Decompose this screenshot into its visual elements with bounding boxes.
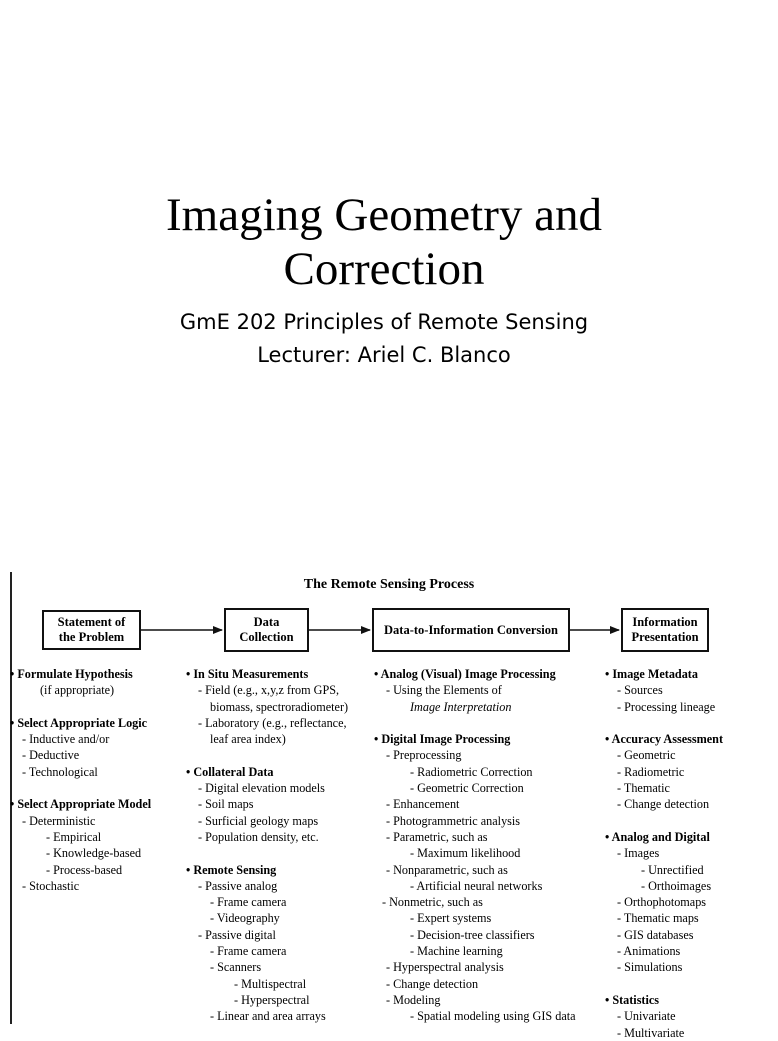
list-item: - Multivariate [617,1025,685,1040]
list-item: - Sources [617,683,663,698]
list-item: - Expert systems [410,911,492,926]
list-item: - Soil maps [198,797,254,812]
box-label: Collection [239,630,294,644]
data-to-information-box [372,608,570,652]
list-item: • Image Metadata [605,667,698,681]
slide-title [0,188,768,296]
box-label: the Problem [58,630,125,644]
box-label: Information [632,615,698,629]
list-item: - Processing lineage [617,699,716,714]
list-item: • Analog (Visual) Image Processing [374,667,556,681]
list-item: - Geometric Correction [410,781,524,796]
list-item: - Maximum likelihood [410,846,521,861]
list-item: - Simulations [617,960,683,975]
presentation-column [605,666,723,1041]
list-item: biomass, spectroradiometer) [210,699,349,714]
list-item: - Surficial geology maps [198,813,319,828]
list-item: - Multispectral [234,976,307,991]
data-collection-box [224,608,309,652]
list-item: - Passive analog [198,878,278,893]
list-item: - Radiometric [617,764,685,779]
list-item: - Using the Elements of [386,683,502,698]
collection-column [186,666,348,1025]
list-item: - Nonmetric, such as [382,895,483,910]
list-item: - Spatial modeling using GIS data [410,1009,576,1024]
list-item: - Passive digital [198,927,276,942]
list-item: - Thematic maps [617,911,699,926]
list-item: - Decision-tree classifiers [410,927,535,942]
list-item: - Enhancement [386,797,460,812]
list-item: (if appropriate) [40,683,115,698]
list-item: - Digital elevation models [198,781,325,796]
slide-title-line-1: Imaging Geometry and [166,189,602,241]
list-item: - Population density, etc. [198,829,319,844]
list-item: - Change detection [386,976,479,991]
list-item: - GIS databases [617,927,694,942]
list-item: - Frame camera [210,895,287,910]
list-item: - Preprocessing [386,748,462,763]
list-item: • Statistics [605,992,660,1007]
list-item: - Deterministic [22,813,96,828]
list-item: - Modeling [386,992,441,1007]
list-item: - Hyperspectral [234,992,310,1007]
list-item: - Change detection [617,797,710,812]
list-item: • Select Appropriate Logic [10,715,148,730]
list-item: - Knowledge-based [46,846,142,861]
statement-of-problem-box [42,610,141,650]
list-item: - Thematic [617,781,670,796]
list-item: • Remote Sensing [186,862,277,877]
list-item: • Collateral Data [186,764,274,779]
information-presentation-box [621,608,709,652]
box-label: Data [253,615,280,629]
list-item: • Formulate Hypothesis [10,667,133,681]
list-item: leaf area index) [210,732,286,747]
list-item: - Process-based [46,862,123,877]
list-item: - Deductive [22,748,80,763]
list-item: - Videography [210,911,280,926]
figure-title: The Remote Sensing Process [303,577,475,592]
list-item: • Select Appropriate Model [10,797,152,812]
list-item: - Animations [617,944,681,959]
list-item: - Images [617,846,660,861]
list-item: - Orthoimages [641,878,712,893]
list-item: - Hyperspectral analysis [386,960,504,975]
box-label: Statement of [57,615,126,629]
list-item: • Analog and Digital [605,829,710,844]
slide-title-line-2: Correction [283,243,485,295]
list-item: - Machine learning [410,944,503,959]
list-item: • In Situ Measurements [186,667,309,681]
list-item: - Unrectified [641,862,704,877]
list-item: - Geometric [617,748,676,763]
list-item: - Parametric, such as [386,829,488,844]
list-item: - Laboratory (e.g., reflectance, [198,715,347,730]
list-item: - Nonparametric, such as [386,862,508,877]
list-item: - Univariate [617,1009,676,1024]
box-label: Presentation [631,630,699,644]
list-item: • Digital Image Processing [374,732,511,747]
list-item: • Accuracy Assessment [605,732,723,747]
box-label: Data-to-Information Conversion [384,622,558,637]
list-item: - Radiometric Correction [410,764,533,779]
list-item: - Stochastic [22,878,80,893]
list-item: - Orthophotomaps [617,895,707,910]
list-item: - Frame camera [210,944,287,959]
list-item: - Technological [22,764,98,779]
list-item: - Linear and area arrays [210,1009,326,1024]
list-item: - Scanners [210,960,262,975]
list-item: - Photogrammetric analysis [386,813,521,828]
list-item: - Field (e.g., x,y,z from GPS, [198,683,340,698]
conversion-column [374,666,576,1025]
remote-sensing-process-figure [0,568,768,1040]
problem-column [10,666,151,894]
list-item: - Empirical [46,829,102,844]
list-item: Image Interpretation [410,699,512,714]
list-item: - Inductive and/or [22,732,110,747]
course-subtitle: GmE 202 Principles of Remote Sensing [179,310,589,334]
lecturer-subtitle: Lecturer: Ariel C. Blanco [257,343,511,367]
list-item: - Artificial neural networks [410,878,543,893]
